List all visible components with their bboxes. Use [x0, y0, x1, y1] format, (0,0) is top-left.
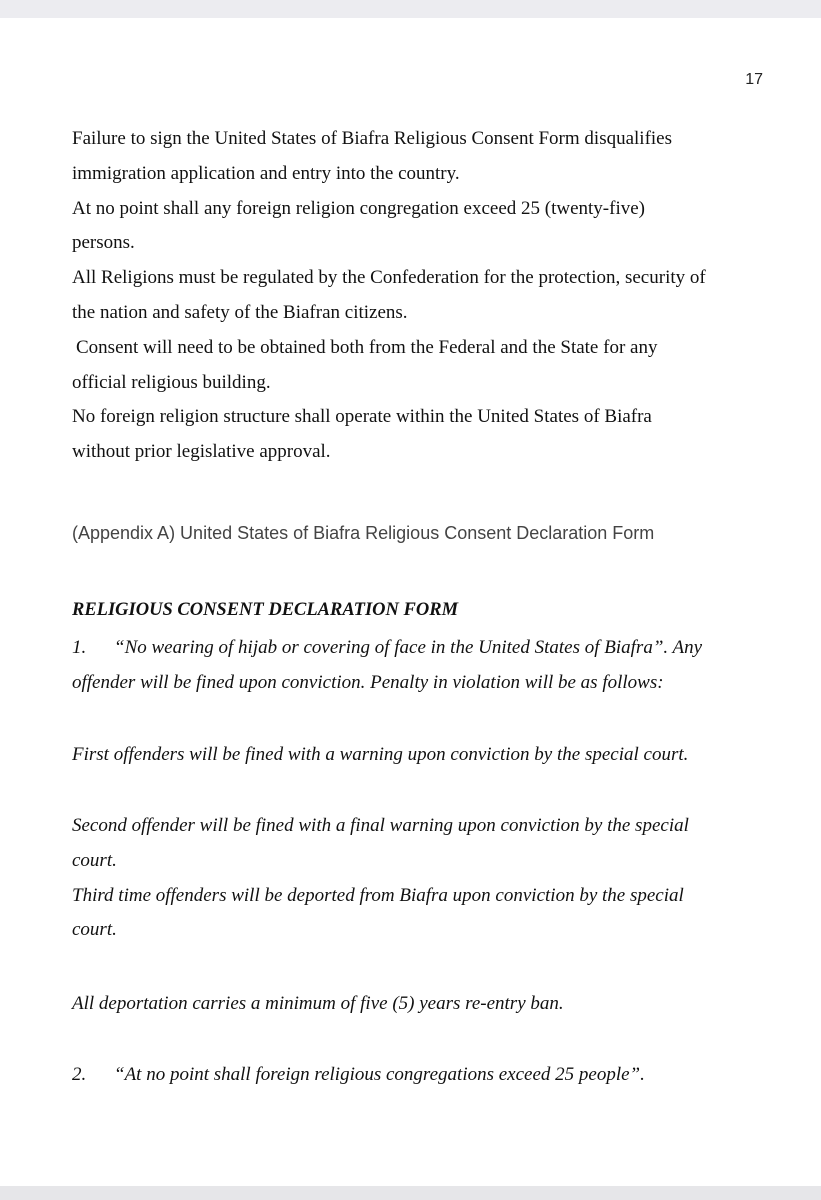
- page-number: 17: [745, 71, 763, 88]
- item-number: 2.: [72, 1064, 87, 1085]
- second-third-offenders-text: [72, 809, 772, 948]
- form-item-2: [72, 1058, 772, 1093]
- item-text: offender will be fined upon conviction. Penalty in violation will be as follows:: [72, 671, 664, 693]
- form-heading: RELIGIOUS CONSENT DECLARATION FORM: [72, 600, 459, 620]
- paragraph-text: court.: [72, 849, 117, 871]
- appendix-title: (Appendix A) United States of Biafra Religious Consent Declaration Form: [72, 523, 655, 543]
- form-item-1: [72, 631, 772, 701]
- body-line: No foreign religion structure shall operate within the United States of Biafra: [72, 406, 652, 428]
- paragraph-text: Third time offenders will be deported from Biafra upon conviction by the special: [72, 884, 684, 906]
- deportation-ban-text: [72, 987, 772, 1022]
- body-line: immigration application and entry into the country.: [72, 162, 460, 184]
- body-line: official religious building.: [72, 371, 271, 393]
- body-line: At no point shall any foreign religion congregation exceed 25 (twenty-five): [72, 197, 645, 219]
- item-text: “At no point shall foreign religious congregations exceed 25 people”.: [114, 1064, 645, 1085]
- body-line: without prior legislative approval.: [72, 441, 331, 463]
- body-line: Consent will need to be obtained both from the Federal and the State for any: [76, 336, 658, 358]
- item-text: “No wearing of hijab or covering of face in the United States of Biafra”. Any: [114, 637, 703, 658]
- item-number: 1.: [72, 637, 87, 658]
- body-line: persons.: [72, 232, 135, 254]
- paragraph-text: Second offender will be fined with a final warning upon conviction by the special: [72, 815, 689, 836]
- body-line: Failure to sign the United States of Biafra Religious Consent Form disqualifies: [72, 128, 673, 149]
- first-offenders-text: [72, 738, 772, 773]
- paragraph-text: All deportation carries a minimum of five (5) years re-entry ban.: [72, 993, 564, 1014]
- body-line: the nation and safety of the Biafran citizens.: [72, 301, 408, 323]
- body-paragraphs: [72, 122, 772, 470]
- body-line: All Religions must be regulated by the Confederation for the protection, security of: [72, 267, 706, 289]
- paragraph-text: court.: [72, 919, 117, 941]
- paragraph-text: First offenders will be fined with a warning upon conviction by the special court.: [72, 744, 689, 765]
